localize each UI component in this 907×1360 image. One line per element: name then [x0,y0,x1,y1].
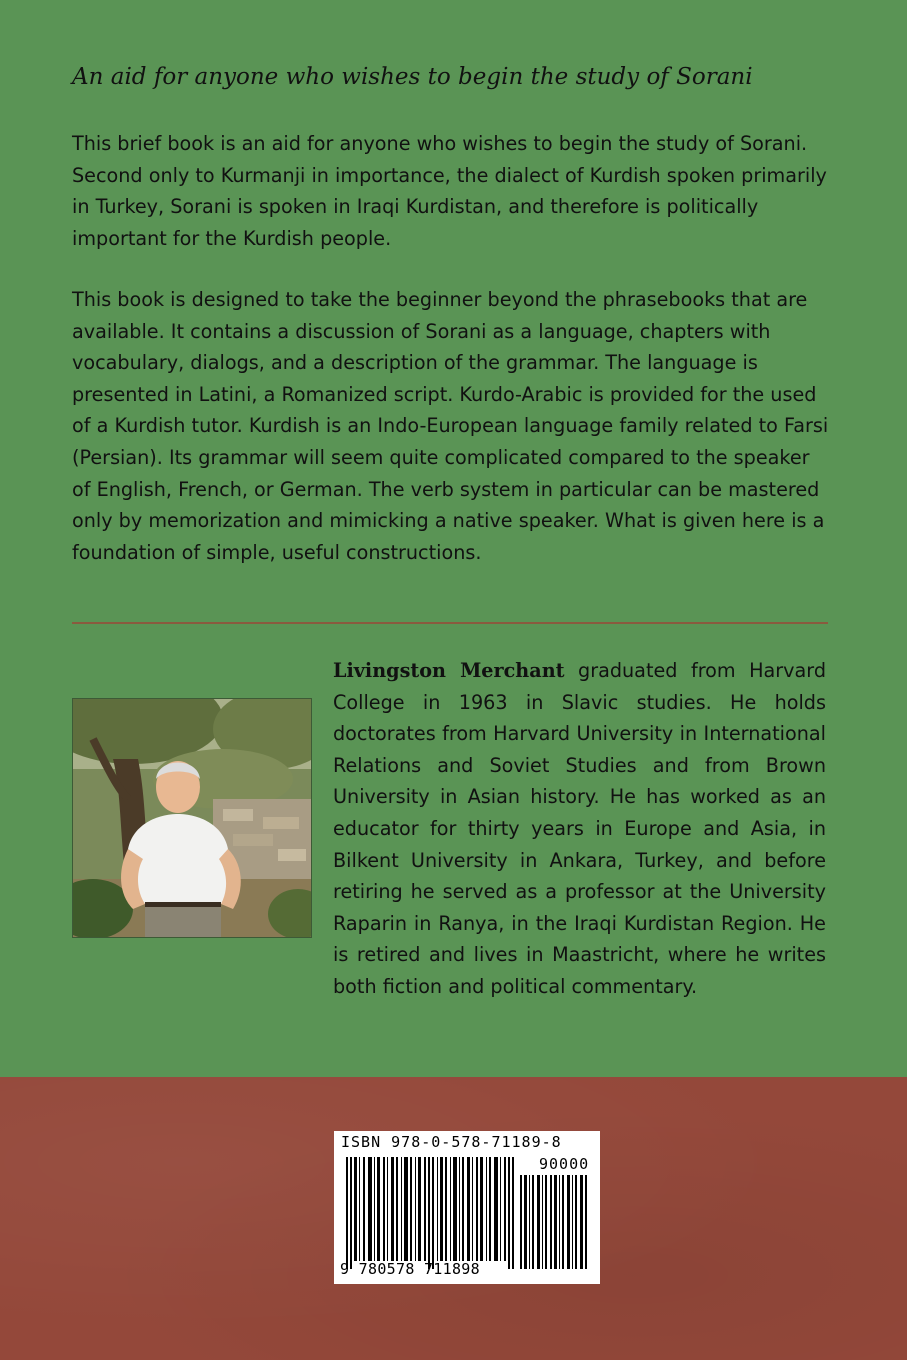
author-photo [72,698,312,938]
isbn-label: ISBN 978-0-578-71189-8 [341,1133,562,1151]
price-code: 90000 [539,1155,590,1173]
ean-digits: 9 780578 711898 [340,1260,480,1278]
isbn-barcode [334,1131,600,1284]
author-bio-text: graduated from Harvard College in 1963 in Slavic studies. He holds doctorates from Harvard University in International Relations and Soviet Studies and from Brown University in Asian history. He has worked as an educator for thirty years in Europe and Asia, in Bilkent University in Ankara, Turkey, and before retiring he served as a professor at the University Raparin in Ranya, in the Iraqi Kurdistan Region. He is retired and lives in Maastricht, where he writes both fiction and political commentary. [333,659,826,998]
tagline: An aid for anyone who wishes to begin the study of Sorani [72,64,753,90]
description-paragraph-2: This book is designed to take the beginner beyond the phrasebooks that are available. It contains a discussion of Sorani as a language, chapters with vocabulary, dialogs, and a description of the grammar. The language is presented in Latini, a Romanized script. Kurdo-Arabic is provided for the used of a Kurdish tutor. Kurdish is an Indo-European language family related to Farsi (Persian). Its grammar will seem quite complicated compared to the speaker of English, French, or German. The verb system in particular can be mastered only by memorization and mimicking a native speaker. What is given here is a foundation of simple, useful constructions. [72,288,829,564]
ean-barcode-bars [344,1157,519,1269]
price-barcode-bars [519,1175,591,1269]
description-paragraph-1: This brief book is an aid for anyone who wishes to begin the study of Sorani. Second only to Kurmanji in importance, the dialect of Kurdish spoken primarily in Turkey, Sorani is spoken in Iraqi Kurdistan, and therefore is politically important for the Kurdish people. [72,132,827,250]
author-name: Livingston Merchant [333,659,565,682]
section-divider [72,622,828,624]
author-bio [333,655,826,1003]
